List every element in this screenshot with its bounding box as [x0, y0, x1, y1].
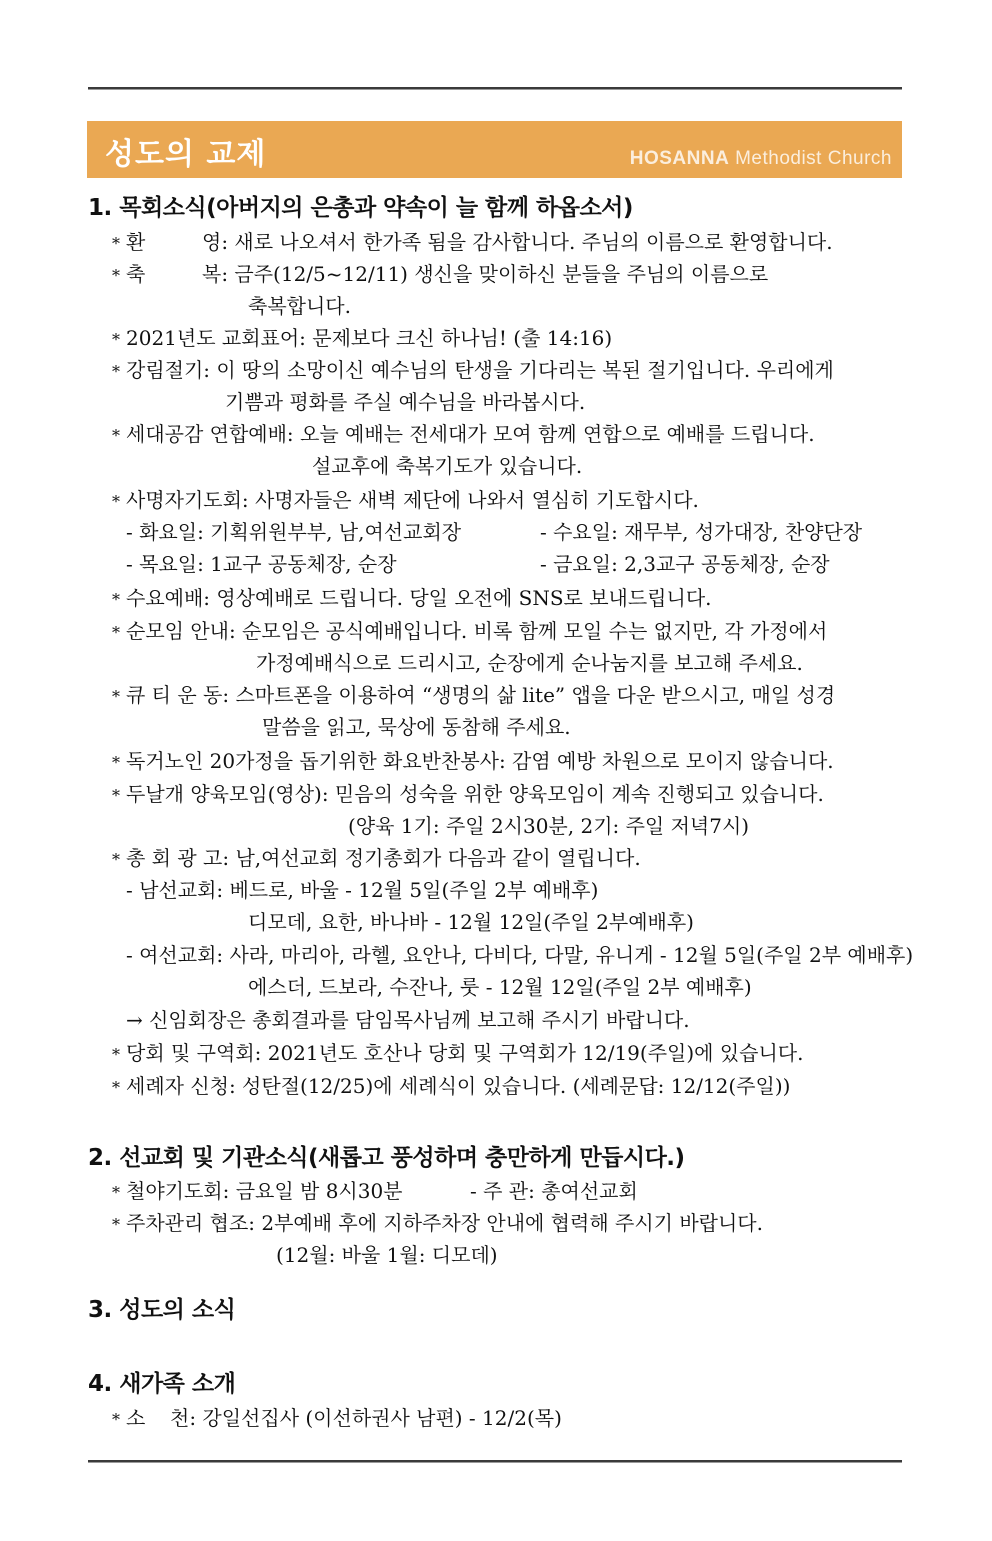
top-rule: [88, 87, 902, 90]
schedule-thursday: - 목요일: 1교구 공동체장, 순장: [126, 552, 397, 576]
item-label-end: 복:: [202, 262, 229, 286]
list-item-continuation: 기쁨과 평화를 주실 예수님을 바라봅시다.: [225, 390, 586, 414]
item-text: 큐 티 운 동: 스마트폰을 이용하여 “생명의 삶 lite” 앱을 다운 받으시고, 매일 성경: [126, 683, 836, 707]
section-heading-4: 4. 새가족 소개: [88, 1371, 236, 1397]
list-item-joint-worship: [112, 420, 815, 450]
list-item-training: [112, 780, 824, 810]
bullet-asterisk: *: [112, 590, 120, 609]
section-heading-1: 1. 목회소식(아버지의 은총과 약속이 늘 함께 하옵소서): [88, 195, 633, 221]
bullet-asterisk: *: [112, 1183, 120, 1202]
item-text: 수요예배: 영상예배로 드립니다. 당일 오전에 SNS로 보내드립니다.: [126, 586, 712, 610]
list-item-elderly-service: [112, 747, 834, 777]
list-item-qt: [112, 681, 835, 711]
banner-subtitle-rest: Methodist Church: [729, 148, 892, 169]
item-text: 새로 나오셔서 한가족 됨을 감사합니다. 주님의 이름으로 환영합니다.: [228, 230, 833, 254]
item-text: 독거노인 20가정을 돕기위한 화요반찬봉사: 감염 예방 차원으로 모이지 않습니다.: [126, 749, 834, 773]
item-text: 주차관리 협조: 2부예배 후에 지하주차장 안내에 협력해 주시기 바랍니다.: [126, 1211, 763, 1235]
bullet-asterisk: *: [112, 234, 120, 253]
item-text: 당회 및 구역회: 2021년도 호산나 당회 및 구역회가 12/19(주일)에 있습니다.: [126, 1041, 804, 1065]
list-item-overnight-prayer: [112, 1177, 403, 1207]
list-item-motto: [112, 324, 612, 354]
assembly-note: → 신임회장은 총회결과를 담임목사님께 보고해 주시기 바랍니다.: [126, 1008, 690, 1032]
bullet-asterisk: *: [112, 786, 120, 805]
bullet-asterisk: *: [112, 330, 120, 349]
assembly-men: - 남선교회: 베드로, 바울 - 12월 5일(주일 2부 예배후): [126, 878, 599, 902]
bullet-asterisk: *: [112, 362, 120, 381]
item-text: 금주(12/5~12/11) 생신을 맞이하신 분들을 주님의 이름으로: [228, 262, 769, 286]
assembly-women: - 여선교회: 사라, 마리아, 라헬, 요안나, 다비다, 다말, 유니게 - 12월 5일(주일 2부 예배후): [126, 943, 914, 967]
list-item-continuation: 축복합니다.: [248, 294, 351, 318]
section-heading-3: 3. 성도의 소식: [88, 1297, 236, 1323]
item-text: 순모임 안내: 순모임은 공식예배입니다. 비록 함께 모일 수는 없지만, 각 가정에서: [126, 619, 828, 643]
bullet-asterisk: *: [112, 426, 120, 445]
bullet-asterisk: *: [112, 266, 120, 285]
schedule-wednesday: - 수요일: 재무부, 성가대장, 찬양단장: [540, 520, 863, 544]
item-label: 축: [126, 262, 146, 286]
list-item-continuation: (12월: 바울 1월: 디모데): [276, 1243, 498, 1267]
item-text: 두날개 양육모임(영상): 믿음의 성숙을 위한 양육모임이 계속 진행되고 있습니다.: [126, 782, 824, 806]
item-label: 소: [126, 1406, 146, 1430]
list-item-continuation: 설교후에 축복기도가 있습니다.: [312, 454, 583, 478]
list-item-welcome: [112, 228, 833, 258]
item-text: 세례자 신청: 성탄절(12/25)에 세례식이 있습니다. (세례문답: 12/12(주일)): [126, 1074, 791, 1098]
bullet-asterisk: *: [112, 687, 120, 706]
list-item-general-assembly: [112, 844, 641, 874]
list-item-advent: [112, 356, 834, 386]
list-item-wednesday-service: [112, 584, 712, 614]
bullet-asterisk: *: [112, 1078, 120, 1097]
bottom-rule: [88, 1460, 902, 1463]
item-text: 강림절기: 이 땅의 소망이신 예수님의 탄생을 기다리는 복된 절기입니다. 우리에게: [126, 358, 834, 382]
item-label: 환: [126, 230, 146, 254]
schedule-tuesday: - 화요일: 기획위원부부, 남,여선교회장: [126, 520, 462, 544]
item-label-end: 천:: [170, 1406, 197, 1430]
list-item-parking: [112, 1209, 763, 1239]
list-item-continuation: (양육 1기: 주일 2시30분, 2기: 주일 저녁7시): [348, 814, 750, 838]
list-item-baptism: [112, 1072, 790, 1102]
item-label-end: 영:: [202, 230, 229, 254]
item-text: 강일선집사 (이선하권사 남편) - 12/2(목): [196, 1406, 562, 1430]
list-item-continuation: 말씀을 읽고, 묵상에 동참해 주세요.: [262, 715, 571, 739]
banner-subtitle: [630, 148, 892, 170]
item-text: 철야기도회: 금요일 밤 8시30분: [126, 1179, 403, 1203]
overnight-prayer-host: - 주 관: 총여선교회: [470, 1179, 638, 1203]
banner-subtitle-brand: HOSANNA: [629, 148, 730, 169]
bullet-asterisk: *: [112, 623, 120, 642]
bullet-asterisk: *: [112, 753, 120, 772]
section-heading-2: 2. 선교회 및 기관소식(새롭고 풍성하며 충만하게 만듭시다.): [88, 1145, 685, 1171]
bullet-asterisk: *: [112, 850, 120, 869]
bullet-asterisk: *: [112, 1215, 120, 1234]
section-banner: [87, 121, 902, 178]
list-item-referral: [112, 1404, 562, 1434]
assembly-women-continuation: 에스더, 드보라, 수잔나, 룻 - 12월 12일(주일 2부 예배후): [248, 975, 752, 999]
item-text: 세대공감 연합예배: 오늘 예배는 전세대가 모여 함께 연합으로 예배를 드립니다.: [126, 422, 815, 446]
list-item-session: [112, 1039, 803, 1069]
item-text: 사명자기도회: 사명자들은 새벽 제단에 나와서 열심히 기도합시다.: [126, 488, 699, 512]
bullet-asterisk: *: [112, 1410, 120, 1429]
bullet-asterisk: *: [112, 492, 120, 511]
assembly-men-continuation: 디모데, 요한, 바나바 - 12월 12일(주일 2부예배후): [248, 910, 694, 934]
bullet-asterisk: *: [112, 1045, 120, 1064]
list-item-prayer-meeting: [112, 486, 699, 516]
list-item-blessing: [112, 260, 768, 290]
item-text: 2021년도 교회표어: 문제보다 크신 하나님! (출 14:16): [126, 326, 613, 350]
list-item-continuation: 가정예배식으로 드리시고, 순장에게 순나눔지를 보고해 주세요.: [256, 651, 803, 675]
schedule-friday: - 금요일: 2,3교구 공동체장, 순장: [540, 552, 830, 576]
list-item-cell-group: [112, 617, 827, 647]
item-text: 총 회 광 고: 남,여선교회 정기총회가 다음과 같이 열립니다.: [126, 846, 641, 870]
banner-title: 성도의 교제: [105, 137, 267, 172]
